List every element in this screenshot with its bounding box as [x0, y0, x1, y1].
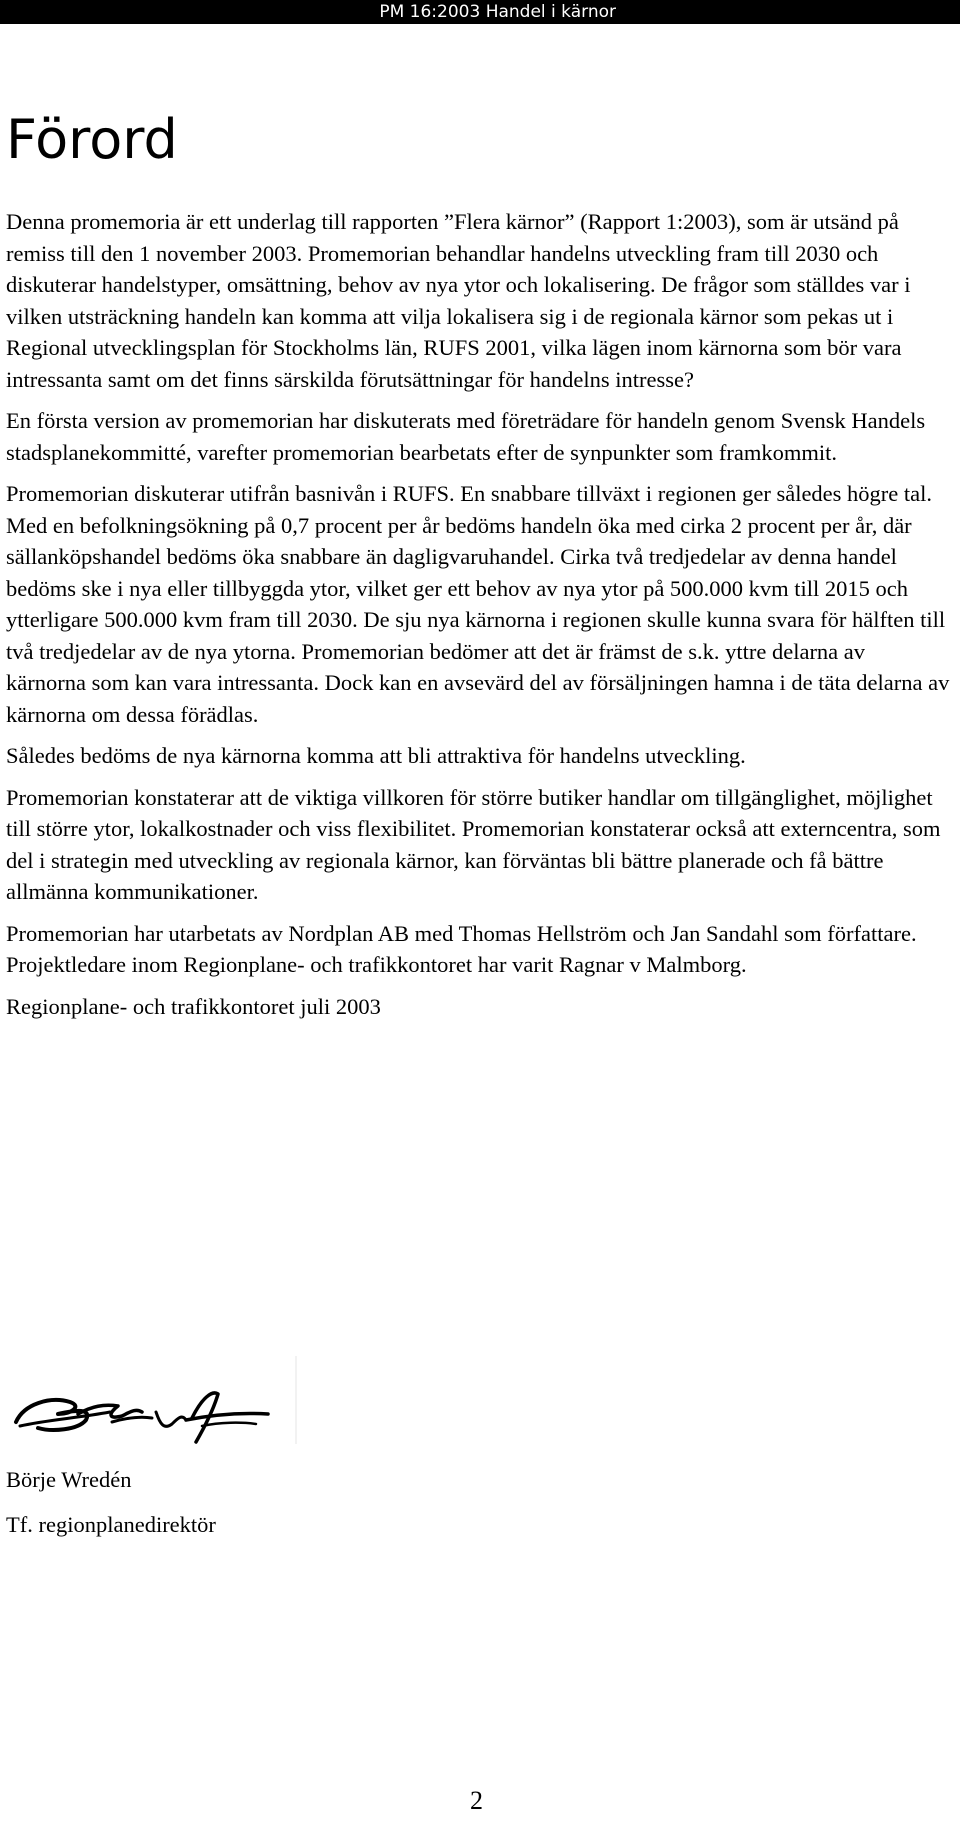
document-body: [6, 206, 950, 1032]
running-header-title: PM 16:2003 Handel i kärnor: [379, 2, 616, 22]
paragraph-conclusion: Således bedöms de nya kärnorna komma att bli attraktiva för handelns utveckling.: [6, 743, 746, 768]
paragraph-intro: Denna promemoria är ett underlag till rapporten ”Flera kärnor” (Rapport 1:2003), som är utsänd på remiss till den 1 november 2003. Promemorian behandlar handelns utveckling fram till 2030 och diskuterar handelstyper, omsättning, behov av nya ytor och lokalisering. De frågor som ställdes var i vilken utsträckning handeln kan komma att vilja lokalisera sig i de regionala kärnor som pekas ut i Regional utvecklingsplan för Stockholms län, RUFS 2001, vilka lägen inom kärnorna som bör vara intressanta samt om det finns särskilda förutsättningar för handelns intresse?: [6, 209, 911, 392]
paragraph-conditions: Promemorian konstaterar att de viktiga villkoren för större butiker handlar om tillgänglighet, möjlighet till större ytor, lokalkostnader och viss flexibilitet. Promemorian konstaterar också att externcentra, som del i strategin med utveckling av regionala kärnor, kan förväntas bli bättre planerade och få bättre allmänna kommunikationer.: [6, 784, 941, 904]
paragraph-office-date: Regionplane- och trafikkontoret juli 2003: [6, 993, 381, 1019]
handwritten-signature: [6, 1352, 306, 1448]
paragraph-authors: Promemorian har utarbetats av Nordplan AB med Thomas Hellström och Jan Sandahl som författare. Projektledare inom Regionplane- och trafikkontoret har varit Ragnar v Malmborg.: [6, 920, 917, 977]
signer-title: Tf. regionplanedirektör: [6, 1512, 216, 1537]
running-header: [0, 0, 960, 24]
paragraph-basnivan: Promemorian diskuterar utifrån basnivån i RUFS. En snabbare tillväxt i regionen ger således högre tal. Med en befolkningsökning på 0,7 procent per år bedöms handeln öka med cirka 2 procent per år, där sällanköpshandel bedöms öka snabbare än dagligvaruhandel. Cirka två tredjedelar av denna handel bedöms ske i nya eller tillbyggda ytor, vilket ger ett behov av nya ytor på 500.000 kvm till 2015 och ytterligare 500.000 kvm fram till 2030. De sju nya kärnorna i regionen skulle kunna svara för hälften till två tredjedelar av de nya ytorna. Promemorian bedömer att det är främst de s.k. yttre delarna av kärnorna som kan vara intressanta. Dock kan en avsevärd del av försäljningen hamna i de täta delarna av kärnorna om dessa förädlas.: [6, 481, 950, 727]
page-number: 2: [470, 1786, 483, 1815]
page-title: Förord: [6, 108, 178, 171]
paragraph-first-version: En första version av promemorian har diskuterats med företrädare för handeln genom Svensk Handels stadsplanekommitté, varefter promemorian bearbetats efter de synpunkter som framkommit.: [6, 408, 926, 465]
signer-name: Börje Wredén: [6, 1467, 132, 1492]
